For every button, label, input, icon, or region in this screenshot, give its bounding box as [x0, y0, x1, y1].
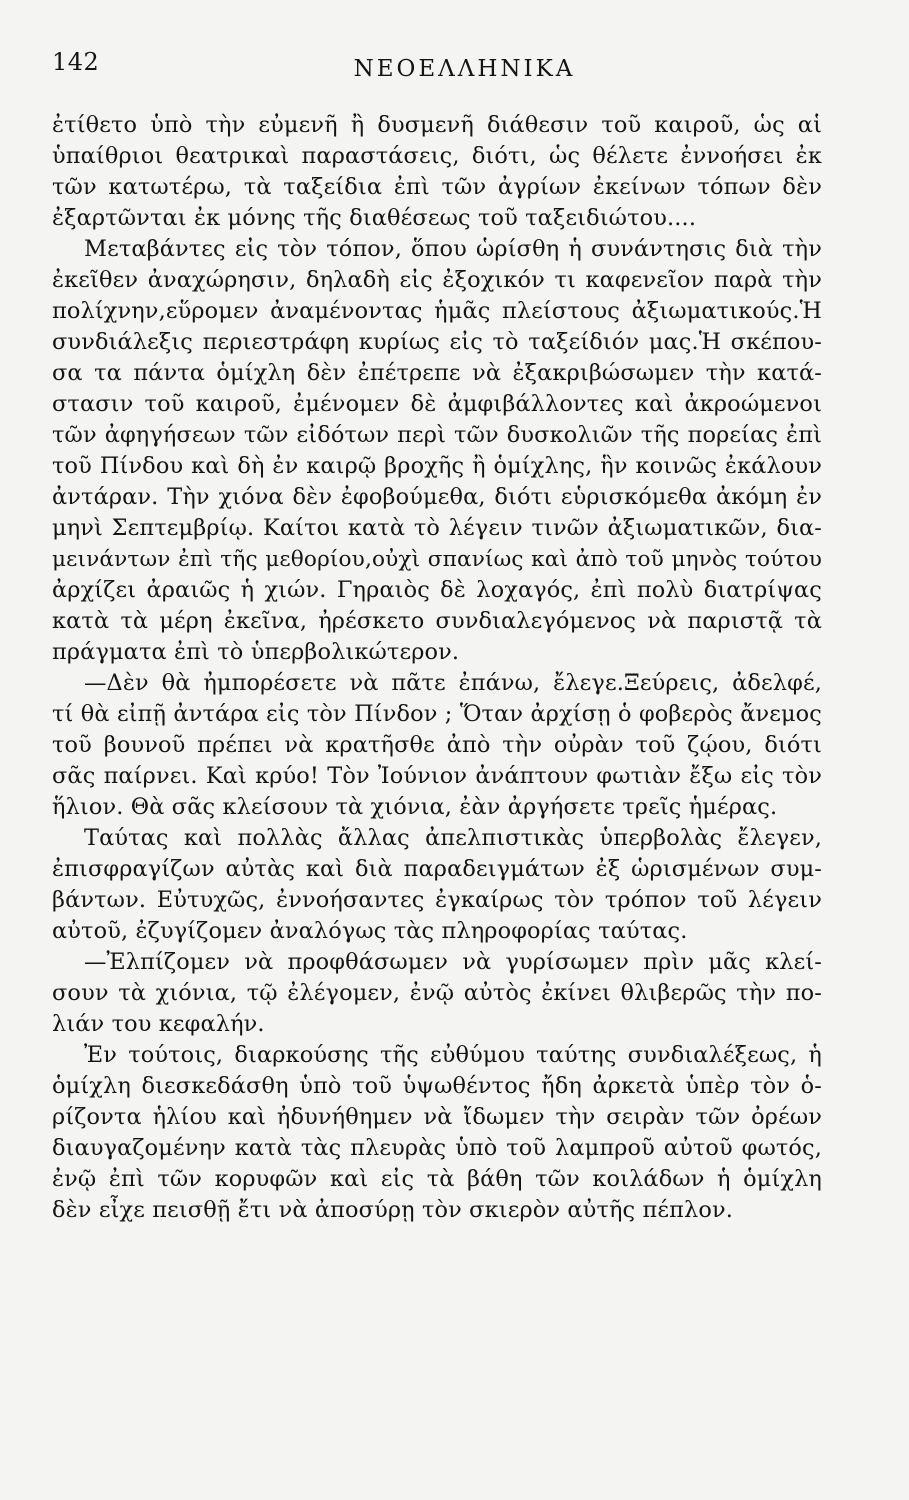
text-line: κατὰ τὰ μέρη ἐκεῖνα, ἠρέσκετο συνδιαλεγόμενος νὰ παριστᾷ τὰ	[52, 608, 822, 634]
text-line: τῶν κατωτέρω, τὰ ταξείδια ἐπὶ τῶν ἀγρίων ἐκείνων τόπων δὲν	[52, 174, 822, 200]
text-line: πράγματα ἐπὶ τὸ ὑπερβολικώτερον.	[52, 639, 460, 665]
text-line: συνδιάλεξις περιεστράφη κυρίως εἰς τὸ ταξείδιόν μας.Ἡ σκέπου-	[52, 329, 822, 355]
text-line: τοῦ βουνοῦ πρέπει νὰ κρατῆσθε ἀπὸ τὴν οὐρὰν τοῦ ζῴου, διότι	[52, 732, 822, 758]
text-line: ρίζοντα ἡλίου καὶ ἠδυνήθημεν νὰ ἴδωμεν τὴν σειρὰν τῶν ὀρέων	[52, 1104, 822, 1130]
text-line: μεινάντων ἐπὶ τῆς μεθορίου,οὐχὶ σπανίως καὶ ἀπὸ τοῦ μηνὸς τούτου	[52, 547, 822, 572]
text-line: Ταύτας καὶ πολλὰς ἄλλας ἀπελπιστικὰς ὑπερβολὰς ἔλεγεν,	[84, 825, 822, 851]
text-line: ἥλιον. Θὰ σᾶς κλείσουν τὰ χιόνια, ἐὰν ἀργήσετε τρεῖς ἡμέρας.	[52, 794, 778, 820]
text-line: ὑπαίθριοι θεατρικαὶ παραστάσεις, διότι, ὡς θέλετε ἐννοήσει ἐκ	[52, 143, 822, 169]
text-line: σουν τὰ χιόνια, τῷ ἐλέγομεν, ἐνῷ αὐτὸς ἐκίνει θλιβερῶς τὴν πο-	[52, 980, 822, 1006]
text-line: τοῦ Πίνδου καὶ δὴ ἐν καιρῷ βροχῆς ἢ ὁμίχλης, ἣν κοινῶς ἐκάλουν	[52, 453, 822, 479]
running-title: ΝΕΟΕΛΛΗΝΙΚΑ	[353, 56, 576, 82]
text-line: —Δὲν θὰ ἠμπορέσετε νὰ πᾶτε ἐπάνω, ἔλεγε.Ξεύρεις, ἀδελφέ,	[84, 670, 822, 696]
page-number: 142	[52, 48, 100, 76]
text-line: —Ἐλπίζομεν νὰ προφθάσωμεν νὰ γυρίσωμεν πρὶν μᾶς κλεί-	[84, 949, 822, 975]
text-line: στασιν τοῦ καιροῦ, ἐμένομεν δὲ ἀμφιβάλλοντες καὶ ἀκροώμενοι	[52, 391, 822, 417]
text-line: ἐνῷ ἐπὶ τῶν κορυφῶν καὶ εἰς τὰ βάθη τῶν κοιλάδων ἡ ὁμίχλη	[52, 1166, 822, 1192]
text-line: ἐπισφραγίζων αὐτὰς καὶ διὰ παραδειγμάτων ἐξ ὡρισμένων συμ-	[52, 856, 822, 882]
text-line: ἐξαρτῶνται ἐκ μόνης τῆς διαθέσεως τοῦ ταξειδιώτου....	[52, 205, 697, 231]
text-line: βάντων. Εὐτυχῶς, ἐννοήσαντες ἐγκαίρως τὸν τρόπον τοῦ λέγειν	[52, 887, 822, 913]
text-line: σᾶς παίρνει. Καὶ κρύο! Τὸν Ἰούνιον ἀνάπτουν φωτιὰν ἔξω εἰς τὸν	[52, 763, 822, 789]
text-line: ὁμίχλη διεσκεδάσθη ὑπὸ τοῦ ὑψωθέντος ἤδη ἀρκετὰ ὑπὲρ τὸν ὁ-	[52, 1073, 822, 1099]
text-line: διαυγαζομένην κατὰ τὰς πλευρὰς ὑπὸ τοῦ λαμπροῦ αὐτοῦ φωτός,	[52, 1135, 822, 1161]
text-line: δὲν εἶχε πεισθῇ ἔτι νὰ ἀποσύρῃ τὸν σκιερὸν αὐτῆς πέπλον.	[52, 1197, 733, 1223]
text-line: ἐκεῖθεν ἀναχώρησιν, δηλαδὴ εἰς ἐξοχικόν τι καφενεῖον παρὰ τὴν	[52, 267, 822, 293]
text-line: Ἐν τούτοις, διαρκούσης τῆς εὐθύμου ταύτης συνδιαλέξεως, ἡ	[84, 1042, 822, 1068]
text-line: τῶν ἀφηγήσεων τῶν εἰδότων περὶ τῶν δυσκολιῶν τῆς πορείας ἐπὶ	[52, 422, 822, 448]
text-line: ἐτίθετο ὑπὸ τὴν εὐμενῆ ἢ δυσμενῆ διάθεσιν τοῦ καιροῦ, ὡς αἱ	[52, 112, 822, 138]
text-line: τί θὰ εἰπῇ ἀντάρα εἰς τὸν Πίνδον ; Ὅταν ἀρχίσῃ ὁ φοβερὸς ἄνεμος	[52, 701, 822, 727]
text-line: ἀρχίζει ἀραιῶς ἡ χιών. Γηραιὸς δὲ λοχαγός, ἐπὶ πολὺ διατρίψας	[52, 577, 822, 603]
text-line: σα τα πάντα ὁμίχλη δὲν ἐπέτρεπε νὰ ἐξακριβώσωμεν τὴν κατά-	[52, 360, 822, 386]
text-line: μηνὶ Σεπτεμβρίῳ. Καίτοι κατὰ τὸ λέγειν τινῶν ἀξιωματικῶν, δια-	[52, 515, 822, 541]
body-text	[52, 110, 822, 1226]
text-line: πολίχνην,εὕρομεν ἀναμένοντας ἡμᾶς πλείστους ἀξιωματικούς.Ἡ	[52, 298, 822, 324]
text-line: Μεταβάντες εἰς τὸν τόπον, ὅπου ὡρίσθη ἡ συνάντησις διὰ τὴν	[84, 236, 822, 262]
text-line: αὐτοῦ, ἐζυγίζομεν ἀναλόγως τὰς πληροφορίας ταύτας.	[52, 918, 688, 944]
text-line: ἀντάραν. Τὴν χιόνα δὲν ἐφοβούμεθα, διότι εὑρισκόμεθα ἀκόμη ἐν	[52, 484, 822, 510]
text-line: λιάν του κεφαλήν.	[52, 1011, 265, 1037]
